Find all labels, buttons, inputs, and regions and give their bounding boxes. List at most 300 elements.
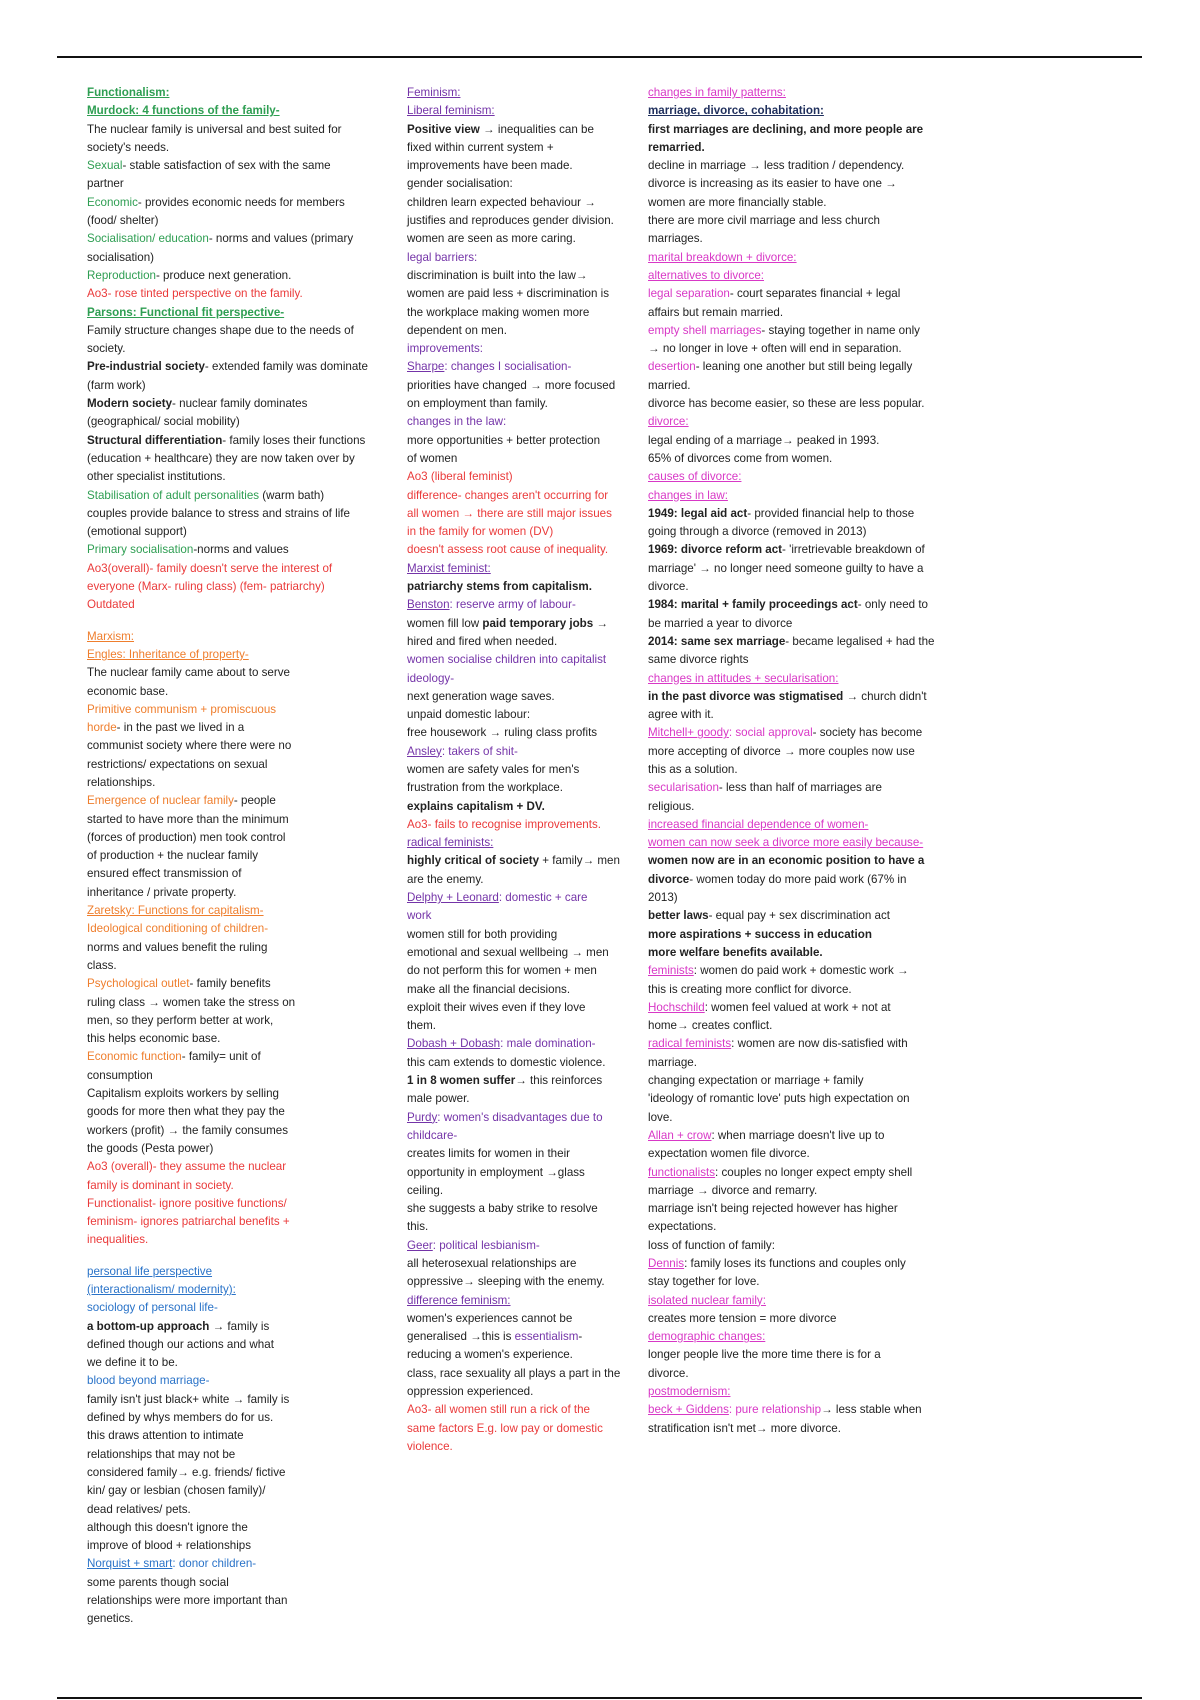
note-line: partner bbox=[87, 177, 124, 191]
note-segment: - women today do more paid work (67% in bbox=[689, 872, 907, 886]
note-line: emotional and sexual wellbeing → men bbox=[407, 945, 609, 959]
note-segment: : changes I socialisation- bbox=[444, 360, 572, 374]
note-line: (emotional support) bbox=[87, 525, 187, 539]
note-line: The nuclear family came about to serve bbox=[87, 666, 290, 680]
note-line: women are safety vales for men's bbox=[407, 762, 580, 776]
note-segment: - nuclear family dominates bbox=[172, 397, 308, 411]
note-line: women are paid less + discrimination is bbox=[407, 287, 610, 301]
note-line: ideology- bbox=[407, 671, 455, 685]
note-segment: - family= unit of bbox=[181, 1050, 261, 1064]
note-line: changing expectation or marriage + family bbox=[648, 1074, 864, 1088]
note-line bbox=[87, 194, 397, 212]
note-line: opportunity in employment →glass bbox=[407, 1165, 585, 1179]
note-segment: : couples no longer expect empty shell bbox=[715, 1165, 913, 1179]
note-segment: feminists bbox=[648, 964, 694, 978]
note-line: she suggests a baby strike to resolve bbox=[407, 1202, 598, 1216]
note-line: sociology of personal life- bbox=[87, 1301, 218, 1315]
note-line: we define it to be. bbox=[87, 1356, 178, 1370]
note-line: workers (profit) → the family consumes bbox=[87, 1123, 289, 1137]
note-line bbox=[87, 432, 397, 450]
note-line bbox=[648, 322, 966, 340]
note-segment: : women feel valued at work + not at bbox=[704, 1000, 891, 1014]
note-line: divorce. bbox=[648, 580, 689, 594]
note-segment: 1969: divorce reform act bbox=[648, 543, 783, 557]
note-line: longer people live the more time there is for a bbox=[648, 1348, 881, 1362]
column-functionalism-marxism bbox=[87, 84, 397, 1629]
note-segment: Allan + crow bbox=[648, 1128, 712, 1142]
note-line bbox=[87, 1048, 397, 1066]
note-line: goods for more then what they pay the bbox=[87, 1105, 285, 1119]
note-line: kin/ gay or lesbian (chosen family)/ bbox=[87, 1484, 266, 1498]
note-line bbox=[648, 1127, 966, 1145]
note-line: other specialist institutions. bbox=[87, 470, 226, 484]
note-line: (farm work) bbox=[87, 378, 146, 392]
note-line bbox=[87, 157, 397, 175]
note-segment: - norms and values (primary bbox=[208, 232, 354, 246]
note-line bbox=[87, 230, 397, 248]
note-line: more welfare benefits available. bbox=[648, 945, 823, 959]
note-line: changes in family patterns: bbox=[648, 86, 786, 99]
note-segment: essentialism bbox=[514, 1330, 579, 1344]
note-line: Primitive communism + promiscuous bbox=[87, 702, 277, 716]
note-line: fixed within current system + bbox=[407, 140, 554, 154]
note-line bbox=[648, 1164, 966, 1182]
note-line bbox=[407, 1237, 642, 1255]
note-line: considered family→ e.g. friends/ fictive bbox=[87, 1465, 286, 1479]
note-line: marriages. bbox=[648, 232, 703, 246]
note-segment: (warm bath) bbox=[259, 488, 325, 502]
note-line: going through a divorce (removed in 2013) bbox=[648, 525, 867, 539]
note-line: family is dominant in society. bbox=[87, 1178, 234, 1192]
note-line bbox=[648, 907, 966, 925]
note-line: some parents though social bbox=[87, 1575, 229, 1589]
note-line: Liberal feminism: bbox=[407, 104, 495, 118]
note-line: changes in the law: bbox=[407, 415, 507, 429]
note-line: society's needs. bbox=[87, 140, 170, 154]
column-feminism bbox=[407, 84, 642, 1456]
note-segment: radical feminists bbox=[648, 1037, 732, 1051]
note-segment: → church didn't bbox=[843, 689, 927, 703]
note-segment: - 'irretrievable breakdown of bbox=[782, 543, 925, 557]
note-line bbox=[648, 962, 966, 980]
note-segment: - leaning one another but still being legally bbox=[695, 360, 913, 374]
note-line: male power. bbox=[407, 1092, 470, 1106]
note-line: dead relatives/ pets. bbox=[87, 1502, 191, 1516]
note-line: in the family for women (DV) bbox=[407, 525, 554, 539]
note-segment: Socialisation/ education bbox=[87, 232, 209, 246]
note-line bbox=[87, 1318, 397, 1336]
note-segment: Norquist + smart bbox=[87, 1557, 173, 1571]
note-line: alternatives to divorce: bbox=[648, 268, 764, 282]
section-gap bbox=[87, 1250, 397, 1263]
note-line bbox=[87, 975, 397, 993]
note-line: socialisation) bbox=[87, 250, 155, 264]
note-line: home→ creates conflict. bbox=[648, 1019, 773, 1033]
note-segment: Economic function bbox=[87, 1050, 182, 1064]
note-line: all women → there are still major issues bbox=[407, 506, 612, 520]
note-segment: + family→ men bbox=[539, 854, 620, 868]
note-line: married. bbox=[648, 378, 691, 392]
note-line: demographic changes: bbox=[648, 1330, 766, 1344]
note-line: 'ideology of romantic love' puts high expectation on bbox=[648, 1092, 910, 1106]
note-segment: - family benefits bbox=[189, 977, 271, 991]
note-segment: → this reinforces bbox=[515, 1074, 603, 1088]
note-line: relationships. bbox=[87, 775, 156, 789]
note-segment: 1949: legal aid act bbox=[648, 506, 748, 520]
note-segment: - stable satisfaction of sex with the same bbox=[122, 159, 331, 173]
note-segment: : when marriage doesn't live up to bbox=[711, 1128, 885, 1142]
note-line: make all the financial decisions. bbox=[407, 982, 571, 996]
note-line: women now are in an economic position to have a bbox=[648, 854, 925, 868]
note-segment: legal separation bbox=[648, 287, 730, 301]
note-line bbox=[407, 596, 642, 614]
note-line: there are more civil marriage and less church bbox=[648, 214, 880, 228]
note-line: doesn't assess root cause of inequality. bbox=[407, 543, 609, 557]
note-segment: - extended family was dominate bbox=[204, 360, 368, 374]
note-line: free housework → ruling class profits bbox=[407, 726, 598, 740]
note-line bbox=[407, 743, 642, 761]
note-line: patriarchy stems from capitalism. bbox=[407, 580, 592, 594]
note-line: do not perform this for women + men bbox=[407, 964, 597, 978]
note-line: economic base. bbox=[87, 684, 169, 698]
note-line: ensured effect transmission of bbox=[87, 867, 242, 881]
note-line bbox=[648, 871, 966, 889]
note-segment: - provided financial help to those bbox=[747, 506, 915, 520]
note-segment: paid temporary jobs bbox=[482, 616, 594, 630]
note-line: radical feminists: bbox=[407, 836, 494, 850]
note-line: decline in marriage → less tradition / dependency. bbox=[648, 159, 905, 173]
top-rule bbox=[57, 56, 1142, 58]
note-line: defined though our actions and what bbox=[87, 1337, 274, 1351]
note-segment: : donor children- bbox=[172, 1557, 257, 1571]
note-line: Feminism: bbox=[407, 86, 461, 99]
note-segment: generalised →this is bbox=[407, 1330, 515, 1344]
note-segment: : social approval bbox=[728, 726, 813, 740]
note-line: women still for both providing bbox=[407, 927, 558, 941]
note-line bbox=[648, 688, 966, 706]
note-line: of women bbox=[407, 451, 458, 465]
note-line bbox=[87, 792, 397, 810]
note-line: stay together for love. bbox=[648, 1275, 760, 1289]
note-line bbox=[407, 1109, 642, 1127]
note-line: Ao3- fails to recognise improvements. bbox=[407, 817, 601, 831]
note-line: women's experiences cannot be bbox=[407, 1311, 573, 1325]
note-segment: -norms and values bbox=[193, 543, 289, 557]
note-line bbox=[407, 1328, 642, 1346]
note-line bbox=[407, 121, 642, 139]
note-line bbox=[407, 852, 642, 870]
note-line bbox=[648, 541, 966, 559]
note-segment: Mitchell+ goody bbox=[648, 726, 729, 740]
note-line: ruling class → women take the stress on bbox=[87, 995, 296, 1009]
note-line bbox=[407, 1035, 642, 1053]
note-segment: Pre-industrial society bbox=[87, 360, 205, 374]
note-line: women are more financially stable. bbox=[648, 195, 827, 209]
note-line: dependent on men. bbox=[407, 323, 507, 337]
note-segment: Emergence of nuclear family bbox=[87, 794, 234, 808]
note-line: this as a solution. bbox=[648, 762, 738, 776]
note-line: Zaretsky: Functions for capitalism- bbox=[87, 904, 264, 918]
note-line: priorities have changed → more focused bbox=[407, 378, 616, 392]
note-line: exploit their wives even if they love bbox=[407, 1000, 586, 1014]
note-line: religious. bbox=[648, 799, 695, 813]
note-line: remarried. bbox=[648, 140, 705, 154]
note-line bbox=[648, 1401, 966, 1419]
note-line: ceiling. bbox=[407, 1183, 444, 1197]
note-segment: - society has become bbox=[812, 726, 923, 740]
note-line: improve of blood + relationships bbox=[87, 1539, 252, 1553]
note-line: justifies and reproduces gender division. bbox=[407, 214, 614, 228]
note-line: personal life perspective bbox=[87, 1264, 213, 1278]
note-line: love. bbox=[648, 1110, 673, 1124]
note-segment: empty shell marriages bbox=[648, 323, 762, 337]
section-gap bbox=[87, 615, 397, 628]
note-line: childcare- bbox=[407, 1128, 458, 1142]
note-segment: - bbox=[578, 1330, 583, 1344]
note-line: blood beyond marriage- bbox=[87, 1374, 210, 1388]
note-line: legal barriers: bbox=[407, 250, 478, 264]
note-line: marriage → divorce and remarry. bbox=[648, 1183, 818, 1197]
note-segment: Positive view bbox=[407, 122, 480, 136]
note-line: feminism- ignores patriarchal benefits + bbox=[87, 1215, 290, 1229]
note-segment: : takers of shit- bbox=[441, 744, 518, 758]
note-line: communist society where there were no bbox=[87, 739, 292, 753]
note-line: 2013) bbox=[648, 891, 678, 905]
note-line bbox=[648, 1255, 966, 1273]
note-segment: Dobash + Dobash bbox=[407, 1037, 501, 1051]
note-line: marriage, divorce, cohabitation: bbox=[648, 104, 824, 118]
note-segment: → family is bbox=[209, 1319, 270, 1333]
note-line: same factors E.g. low pay or domestic bbox=[407, 1421, 603, 1435]
note-segment: : political lesbianism- bbox=[432, 1238, 540, 1252]
note-line: family isn't just black+ white → family is bbox=[87, 1392, 290, 1406]
note-line: divorce. bbox=[648, 1366, 689, 1380]
note-segment: : women's disadvantages due to bbox=[437, 1110, 603, 1124]
note-segment: - provides economic needs for members bbox=[137, 195, 345, 209]
note-line: Family structure changes shape due to the needs of bbox=[87, 323, 354, 337]
note-segment: → bbox=[593, 616, 609, 630]
note-segment: - people bbox=[233, 794, 276, 808]
note-line bbox=[407, 615, 642, 633]
note-line: class. bbox=[87, 958, 117, 972]
note-line: the workplace making women more bbox=[407, 305, 590, 319]
note-segment: Sharpe bbox=[407, 360, 445, 374]
note-line: (forces of production) men took control bbox=[87, 830, 286, 844]
note-segment: Geer bbox=[407, 1238, 433, 1252]
note-line: discrimination is built into the law→ bbox=[407, 268, 588, 282]
note-line: next generation wage saves. bbox=[407, 689, 555, 703]
note-line: violence. bbox=[407, 1439, 453, 1453]
note-line: causes of divorce: bbox=[648, 470, 742, 484]
note-segment: Purdy bbox=[407, 1110, 438, 1124]
note-line: Marxist feminist: bbox=[407, 561, 491, 575]
note-segment: 1 in 8 women suffer bbox=[407, 1074, 516, 1088]
note-line: (food/ shelter) bbox=[87, 214, 159, 228]
note-segment: Sexual bbox=[87, 159, 123, 173]
note-line: the goods (Pesta power) bbox=[87, 1141, 214, 1155]
note-line: increased financial dependence of women- bbox=[648, 817, 869, 831]
note-segment: : domestic + care bbox=[498, 891, 588, 905]
note-segment: - in the past we lived in a bbox=[116, 721, 245, 735]
note-segment: : family loses its functions and couples only bbox=[684, 1257, 906, 1270]
note-segment: Dennis bbox=[648, 1257, 685, 1270]
note-segment: beck + Giddens bbox=[648, 1403, 729, 1417]
note-line: expectation women file divorce. bbox=[648, 1147, 810, 1161]
note-segment: Economic bbox=[87, 195, 138, 209]
note-line: (interactionalism/ modernity): bbox=[87, 1283, 236, 1296]
bottom-rule bbox=[57, 1697, 1142, 1699]
note-line: Ao3- rose tinted perspective on the family. bbox=[87, 287, 303, 301]
note-line bbox=[87, 487, 397, 505]
note-line bbox=[648, 1035, 966, 1053]
note-line bbox=[648, 596, 966, 614]
note-line bbox=[87, 541, 397, 559]
note-line: legal ending of a marriage→ peaked in 1993. bbox=[648, 433, 880, 447]
note-line: Parsons: Functional fit perspective- bbox=[87, 305, 285, 319]
note-segment: : women do paid work + domestic work → bbox=[693, 964, 909, 978]
note-line: of production + the nuclear family bbox=[87, 849, 259, 863]
note-line: men, so they perform better at work, bbox=[87, 1013, 274, 1027]
note-line: → no longer in love + often will end in separation. bbox=[648, 342, 902, 356]
note-line: loss of function of family: bbox=[648, 1238, 775, 1252]
note-line: agree with it. bbox=[648, 708, 714, 722]
note-line: women are seen as more caring. bbox=[407, 232, 576, 246]
note-line bbox=[648, 779, 966, 797]
note-segment: - produce next generation. bbox=[155, 268, 292, 282]
note-segment: in the past divorce was stigmatised bbox=[648, 689, 844, 703]
note-line: (geographical/ social mobility) bbox=[87, 415, 240, 429]
note-segment: - staying together in name only bbox=[761, 323, 920, 337]
note-line: changes in law: bbox=[648, 488, 728, 502]
note-line: divorce: bbox=[648, 415, 689, 429]
note-line: oppressive→ sleeping with the enemy. bbox=[407, 1275, 605, 1289]
note-line: are the enemy. bbox=[407, 872, 484, 886]
note-segment: : women are now dis-satisfied with bbox=[731, 1037, 908, 1051]
note-line: marital breakdown + divorce: bbox=[648, 250, 797, 264]
note-line: changes in attitudes + secularisation: bbox=[648, 671, 839, 685]
note-line: same divorce rights bbox=[648, 653, 749, 667]
note-line: relationships were more important than bbox=[87, 1594, 288, 1608]
note-segment: : male domination- bbox=[500, 1037, 596, 1051]
note-line: divorce is increasing as its easier to have one → bbox=[648, 177, 897, 191]
note-line: oppression experienced. bbox=[407, 1385, 534, 1399]
note-line: Functionalist- ignore positive functions/ bbox=[87, 1196, 287, 1210]
note-segment: better laws bbox=[648, 909, 709, 923]
note-segment: Modern society bbox=[87, 397, 173, 411]
note-line bbox=[407, 889, 642, 907]
note-line: Ao3- all women still run a rick of the bbox=[407, 1403, 590, 1417]
note-line: difference feminism: bbox=[407, 1293, 511, 1307]
note-segment: Delphy + Leonard bbox=[407, 891, 499, 905]
note-segment: women fill low bbox=[407, 616, 483, 630]
note-line: hired and fired when needed. bbox=[407, 634, 558, 648]
note-line: (education + healthcare) they are now taken over by bbox=[87, 451, 355, 465]
note-segment: → inequalities can be bbox=[479, 122, 594, 136]
note-line: improvements: bbox=[407, 342, 484, 356]
note-line: them. bbox=[407, 1019, 436, 1033]
note-line: be married a year to divorce bbox=[648, 616, 793, 630]
note-line: norms and values benefit the ruling bbox=[87, 940, 268, 954]
note-line: class, race sexuality all plays a part in the bbox=[407, 1366, 621, 1380]
note-segment: Psychological outlet bbox=[87, 977, 190, 991]
note-line: inequalities. bbox=[87, 1233, 149, 1247]
note-line: women can now seek a divorce more easily because- bbox=[648, 836, 924, 850]
note-segment: Hochschild bbox=[648, 1000, 705, 1014]
note-line: marriage. bbox=[648, 1055, 697, 1069]
note-segment: Primary socialisation bbox=[87, 543, 194, 557]
note-line: Ideological conditioning of children- bbox=[87, 922, 269, 936]
note-line bbox=[87, 358, 397, 376]
note-line: consumption bbox=[87, 1068, 153, 1082]
note-line: stratification isn't met→ more divorce. bbox=[648, 1421, 841, 1435]
note-segment: a bottom-up approach bbox=[87, 1319, 210, 1333]
note-line: although this doesn't ignore the bbox=[87, 1520, 248, 1534]
note-segment: 1984: marital + family proceedings act bbox=[648, 598, 858, 612]
note-line: inheritance / private property. bbox=[87, 885, 237, 899]
note-line: first marriages are declining, and more people are bbox=[648, 122, 924, 136]
note-line: divorce has become easier, so these are less popular. bbox=[648, 397, 925, 411]
note-line: restrictions/ expectations on sexual bbox=[87, 757, 268, 771]
note-line: marriage' → no longer need someone guilty to have a bbox=[648, 561, 924, 575]
note-segment: : pure relationship bbox=[728, 1403, 822, 1417]
note-line: Ao3 (liberal feminist) bbox=[407, 470, 513, 484]
note-line bbox=[407, 358, 642, 376]
note-line: Outdated bbox=[87, 598, 135, 612]
note-line: improvements have been made. bbox=[407, 159, 573, 173]
note-line: this. bbox=[407, 1220, 429, 1234]
note-line: everyone (Marx- ruling class) (fem- patriarchy) bbox=[87, 580, 325, 594]
note-segment: 2014: same sex marriage bbox=[648, 634, 786, 648]
column-family-patterns bbox=[648, 84, 966, 1438]
note-line: couples provide balance to stress and strains of life bbox=[87, 506, 350, 520]
note-line: Marxism: bbox=[87, 629, 135, 643]
note-segment: : reserve army of labour- bbox=[449, 598, 576, 612]
note-line: creates more tension = more divorce bbox=[648, 1311, 837, 1325]
note-line: children learn expected behaviour → bbox=[407, 195, 596, 209]
note-line: started to have more than the minimum bbox=[87, 812, 289, 826]
note-line: marriage isn't being rejected however has higher bbox=[648, 1202, 898, 1216]
note-line: genetics. bbox=[87, 1612, 134, 1626]
note-line: more aspirations + success in education bbox=[648, 927, 872, 941]
note-segment: → less stable when bbox=[821, 1403, 922, 1417]
note-line: all heterosexual relationships are bbox=[407, 1257, 577, 1270]
note-line bbox=[87, 267, 397, 285]
note-line: this is creating more conflict for divorce. bbox=[648, 982, 852, 996]
note-line: this helps economic base. bbox=[87, 1032, 221, 1046]
note-line: relationships that may not be bbox=[87, 1447, 236, 1461]
note-line: isolated nuclear family: bbox=[648, 1293, 766, 1307]
note-line: difference- changes aren't occurring for bbox=[407, 488, 609, 502]
note-line: Capitalism exploits workers by selling bbox=[87, 1087, 280, 1101]
note-segment: horde bbox=[87, 721, 117, 735]
note-line: more accepting of divorce → more couples now use bbox=[648, 744, 915, 758]
note-line: women socialise children into capitalist bbox=[407, 653, 607, 667]
note-segment: - became legalised + had the bbox=[785, 634, 935, 648]
note-segment: secularisation bbox=[648, 781, 719, 795]
note-segment: - less than half of marriages are bbox=[718, 781, 882, 795]
note-segment: Ansley bbox=[407, 744, 442, 758]
note-line: affairs but remain married. bbox=[648, 305, 784, 319]
note-line: this cam extends to domestic violence. bbox=[407, 1055, 606, 1069]
note-line: Murdock: 4 functions of the family- bbox=[87, 104, 280, 118]
note-segment: - court separates financial + legal bbox=[729, 287, 901, 301]
note-line bbox=[648, 285, 966, 303]
note-line: expectations. bbox=[648, 1220, 717, 1234]
note-line: explains capitalism + DV. bbox=[407, 799, 545, 813]
note-line: The nuclear family is universal and best suited for bbox=[87, 122, 342, 136]
note-line: Functionalism: bbox=[87, 86, 170, 99]
note-line bbox=[648, 633, 966, 651]
